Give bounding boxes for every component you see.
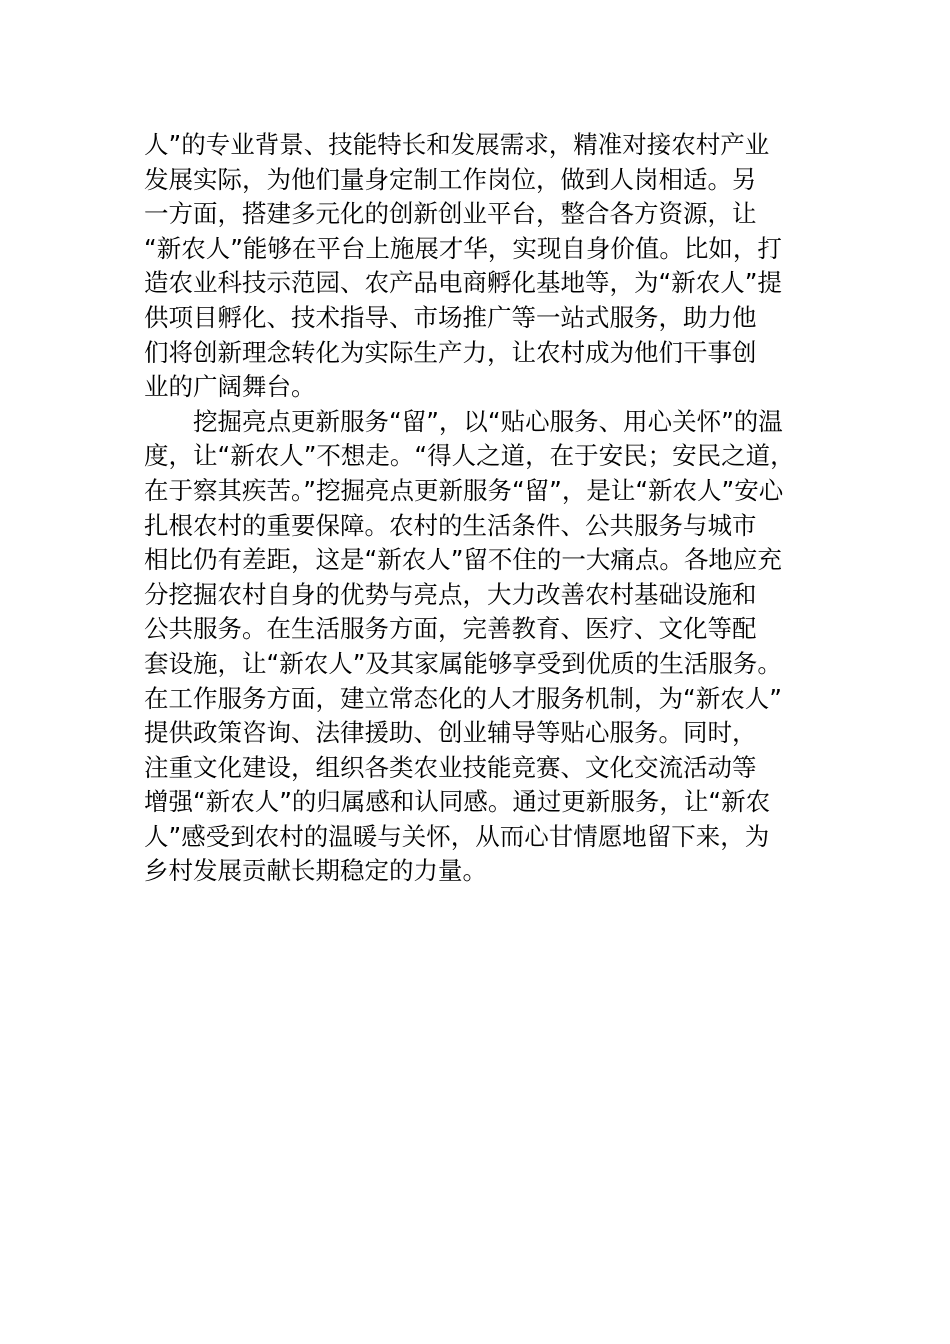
text-line: 人”的专业背景、技能特长和发展需求，精准对接农村产业	[144, 130, 770, 159]
text-line: 度，让“新农人”不想走。“得人之道，在于安民；安民之道，	[144, 441, 795, 471]
text-line: 供项目孵化、技术指导、市场推广等一站式服务，助力他	[144, 302, 757, 332]
text-line: 增强“新农人”的归属感和认同感。通过更新服务，让“新农	[144, 787, 771, 817]
text-line: “新农人”能够在平台上施展才华，实现自身价值。比如，打	[144, 233, 782, 263]
text-line: 乡村发展贡献长期稳定的力量。	[144, 856, 487, 886]
text-line: 们将创新理念转化为实际生产力，让农村成为他们干事创	[144, 337, 757, 367]
text-line: 造农业科技示范园、农产品电商孵化基地等，为“新农人”提	[144, 268, 782, 298]
text-line: 提供政策咨询、法律援助、创业辅导等贴心服务。同时，	[144, 718, 757, 748]
text-line: 公共服务。在生活服务方面，完善教育、医疗、文化等配	[144, 614, 757, 644]
paragraph-1	[144, 128, 808, 405]
text-line: 相比仍有差距，这是“新农人”留不住的一大痛点。各地应充	[144, 545, 782, 575]
text-line: 分挖掘农村自身的优势与亮点，大力改善农村基础设施和	[144, 579, 757, 609]
text-line: 扎根农村的重要保障。农村的生活条件、公共服务与城市	[144, 510, 757, 540]
text-line: 发展实际，为他们量身定制工作岗位，做到人岗相适。另	[144, 164, 757, 194]
text-line: 在于察其疾苦。”挖掘亮点更新服务“留”，是让“新农人”安心	[144, 475, 784, 505]
text-line: 在工作服务方面，建立常态化的人才服务机制，为“新农人”	[144, 683, 782, 713]
text-line: 注重文化建设，组织各类农业技能竞赛、文化交流活动等	[144, 752, 757, 782]
text-line: 套设施，让“新农人”及其家属能够享受到优质的生活服务。	[144, 648, 782, 678]
paragraph-2	[144, 405, 808, 889]
text-line: 一方面，搭建多元化的创新创业平台，整合各方资源，让	[144, 199, 757, 229]
text-line: 挖掘亮点更新服务“留”，以“贴心服务、用心关怀”的温	[193, 406, 783, 436]
text-line: 人”感受到农村的温暖与关怀，从而心甘情愿地留下来，为	[144, 821, 770, 851]
text-line: 业的广阔舞台。	[144, 372, 316, 402]
document-body	[144, 128, 808, 889]
